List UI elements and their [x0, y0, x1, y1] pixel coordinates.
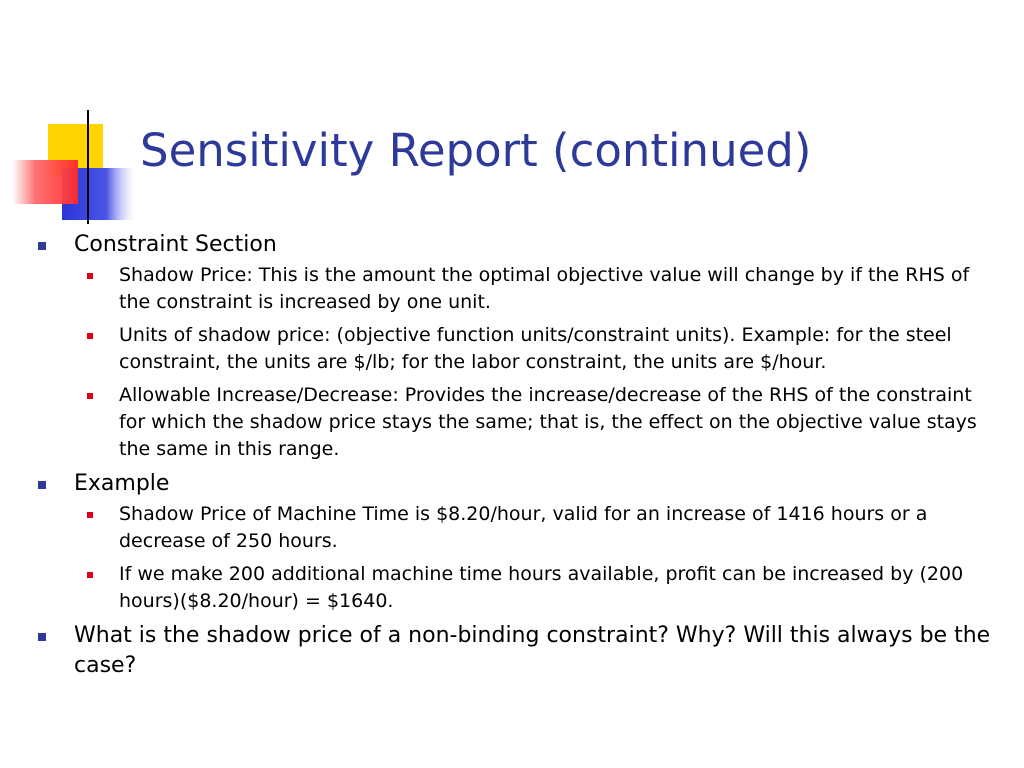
sub-bullet-marker-square — [87, 572, 93, 578]
bullet-marker-square — [38, 481, 46, 489]
sub-bullet-additional-hours — [74, 561, 996, 615]
bullet-marker-square — [38, 633, 46, 641]
bullet-example — [36, 469, 996, 615]
sub-bullet-machine-time — [74, 501, 996, 555]
sub-bullet-allowable — [74, 382, 996, 463]
bullet-text: Example — [74, 471, 170, 496]
sub-bullet-text: Allowable Increase/Decrease: Provides the increase/decrease of the RHS of the constraint for which the shadow price stays the same; that is, the effect on the objective value stays the same in this range. — [119, 384, 977, 460]
logo-red-square — [12, 160, 78, 204]
bullet-question — [36, 621, 996, 681]
bullet-constraint-section — [36, 230, 996, 463]
sub-bullet-list — [74, 262, 996, 463]
sub-bullet-units — [74, 322, 996, 376]
sub-bullet-text: If we make 200 additional machine time hours available, profit can be increased by (200 hours)($8.20/hour) = $1640. — [119, 563, 964, 612]
sub-bullet-text: Shadow Price of Machine Time is $8.20/hour, valid for an increase of 1416 hours or a decrease of 250 hours. — [119, 503, 928, 552]
sub-bullet-marker-square — [87, 393, 93, 399]
sub-bullet-marker-square — [87, 333, 93, 339]
logo-blue-square — [62, 168, 136, 220]
sub-bullet-marker-square — [87, 273, 93, 279]
slide-title: Sensitivity Report (continued) — [140, 124, 812, 177]
bullet-marker-square — [38, 242, 46, 250]
sub-bullet-marker-square — [87, 512, 93, 518]
sub-bullet-text: Units of shadow price: (objective function units/constraint units). Example: for the steel constraint, the units are $/lb; for the labor constraint, the units are $/hour. — [119, 324, 952, 373]
sub-bullet-list — [74, 501, 996, 615]
logo-yellow-square — [48, 124, 103, 176]
slide-content — [36, 230, 996, 681]
bullet-text: What is the shadow price of a non-binding constraint? Why? Will this always be the case? — [74, 623, 991, 678]
sub-bullet-text: Shadow Price: This is the amount the optimal objective value will change by if the RHS of the constraint is increased by one unit. — [119, 264, 970, 313]
bullet-text: Constraint Section — [74, 232, 277, 257]
sub-bullet-shadow-price — [74, 262, 996, 316]
